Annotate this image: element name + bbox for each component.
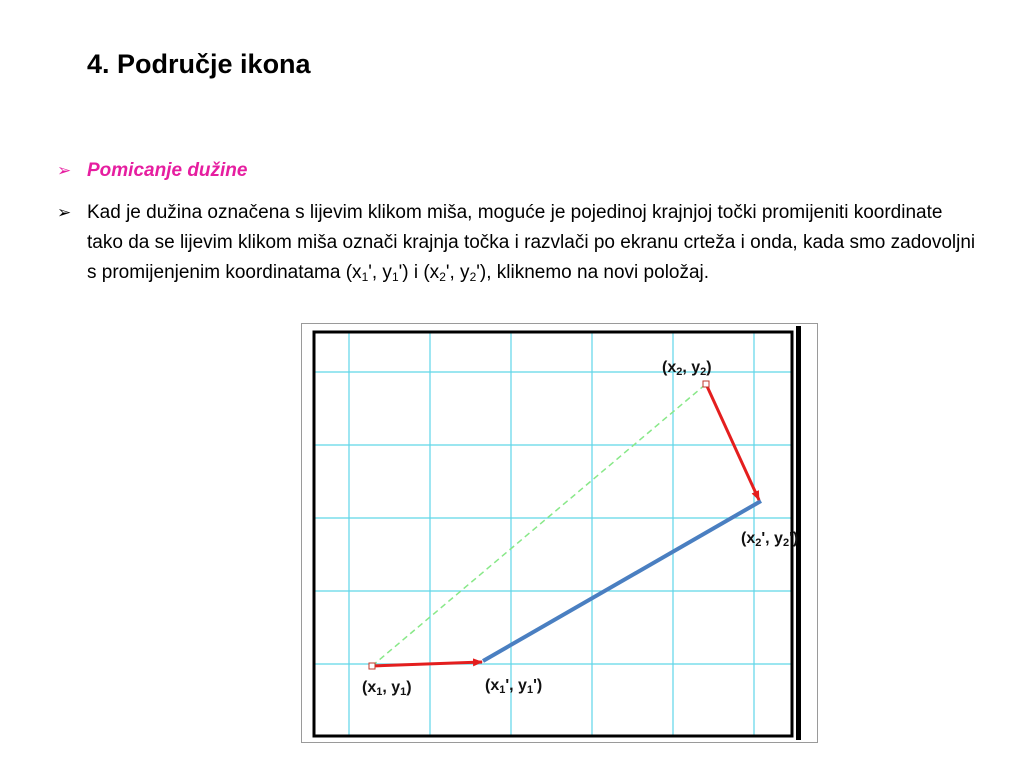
endpoint-handle-p1 [369, 663, 375, 669]
label-p1-new: (x1', y1') [485, 677, 543, 696]
line-move-diagram [301, 323, 818, 743]
move-arrow-p1 [372, 662, 482, 666]
bullet-heading: Pomicanje dužine [87, 160, 248, 181]
arrow-bullet-icon: ➢ [57, 203, 72, 222]
bullet-paragraph: Kad je dužina označena s lijevim klikom miša, moguće je pojedinoj krajnjoj točki promijeniti koordinate tako da se lijevim klikom miša označi krajnja točka i razvlači po ekranu crteža i onda, kada smo zadovoljni s promijenjenim koordinatama ($x_1'$, $y_1'$) i ($x_2'$, $y_2'$), kliknemo na novi položaj. [87, 202, 976, 284]
grid [314, 332, 792, 736]
label-p1: (x1, y1) [362, 679, 412, 698]
endpoint-handle-p2 [703, 381, 709, 387]
old-line-dashed [372, 384, 706, 666]
label-p2: (x2, y2) [662, 359, 712, 378]
arrow-bullet-icon: ➢ [57, 161, 72, 180]
label-p2-new: (x2', y2') [741, 530, 799, 549]
bullet-description [57, 198, 977, 288]
move-arrow-p2 [706, 384, 759, 500]
diagram-canvas [302, 324, 819, 744]
drawing-frame [314, 332, 792, 736]
slide-title: 4. Područje ikona [87, 49, 311, 79]
new-line [483, 501, 761, 661]
